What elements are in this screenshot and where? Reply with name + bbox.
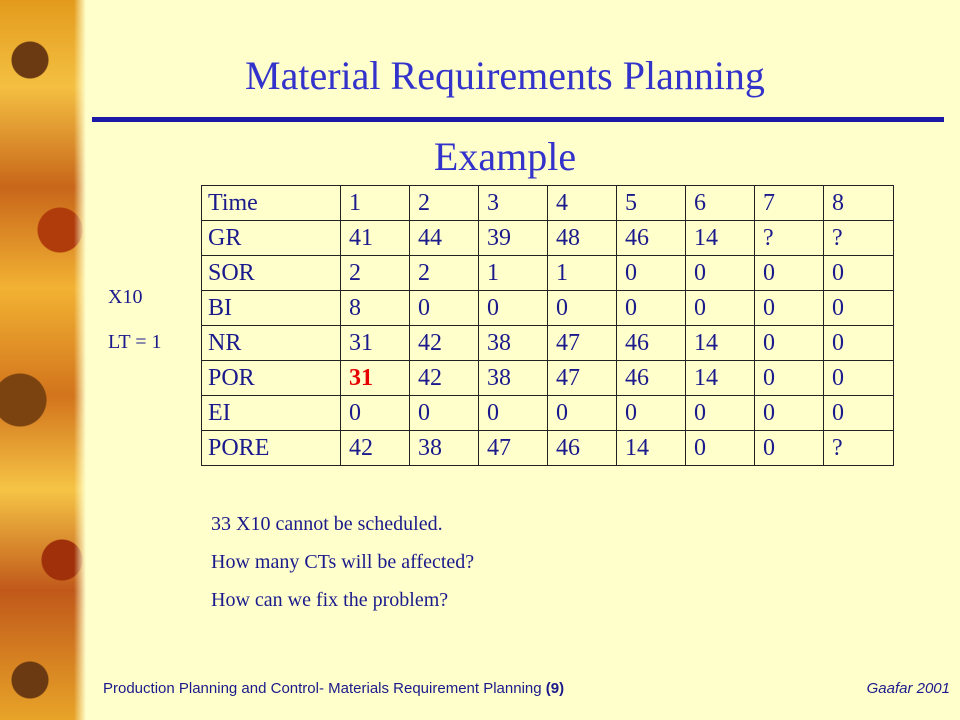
table-cell: 38 xyxy=(479,361,548,396)
table-cell: 41 xyxy=(341,221,410,256)
table-cell: 14 xyxy=(686,326,755,361)
table-cell: 42 xyxy=(410,326,479,361)
table-cell: 47 xyxy=(548,361,617,396)
table-cell: 0 xyxy=(617,291,686,326)
table-cell: 0 xyxy=(755,256,824,291)
footer-caption xyxy=(103,680,564,697)
table-cell: 0 xyxy=(548,291,617,326)
footer-separator: - xyxy=(318,680,324,697)
table-cell: 46 xyxy=(617,326,686,361)
table-cell: 0 xyxy=(617,396,686,431)
table-cell: 2 xyxy=(410,186,479,221)
note-line: How can we fix the problem? xyxy=(211,589,449,611)
table-row xyxy=(202,221,894,256)
table-cell: 14 xyxy=(686,361,755,396)
table-cell: 38 xyxy=(410,431,479,466)
highlighted-cell: 31 xyxy=(341,361,410,396)
mrp-table xyxy=(201,185,894,466)
table-cell: 46 xyxy=(617,221,686,256)
note-line: 33 X10 cannot be scheduled. xyxy=(211,513,443,535)
table-cell: 1 xyxy=(341,186,410,221)
table-cell: 42 xyxy=(341,431,410,466)
table-cell: 0 xyxy=(824,291,894,326)
table-cell: 0 xyxy=(410,396,479,431)
table-cell: 3 xyxy=(479,186,548,221)
notes-block xyxy=(211,512,474,626)
table-cell: 6 xyxy=(686,186,755,221)
footer-topic: Materials Requirement Planning xyxy=(323,680,546,697)
table-cell: 0 xyxy=(686,431,755,466)
table-cell: 2 xyxy=(410,256,479,291)
table-cell: 8 xyxy=(824,186,894,221)
slide-title: Material Requirements Planning xyxy=(245,53,765,98)
table-cell: 0 xyxy=(755,361,824,396)
table-cell: 46 xyxy=(617,361,686,396)
page-number: (9) xyxy=(545,680,565,697)
row-label-cell: POR xyxy=(202,361,341,396)
table-cell: 0 xyxy=(824,326,894,361)
table-cell: 46 xyxy=(548,431,617,466)
footer-author: Gaafar 2001 xyxy=(866,680,950,697)
row-label-cell: BI xyxy=(202,291,341,326)
slide-subtitle: Example xyxy=(433,134,577,179)
table-cell: 14 xyxy=(686,221,755,256)
table-cell: 0 xyxy=(617,256,686,291)
table-cell: 2 xyxy=(341,256,410,291)
table-cell: 1 xyxy=(479,256,548,291)
table-cell: 47 xyxy=(479,431,548,466)
table-row xyxy=(202,431,894,466)
table-cell: 0 xyxy=(824,256,894,291)
row-label-cell: PORE xyxy=(202,431,341,466)
table-cell: 8 xyxy=(341,291,410,326)
table-cell: 0 xyxy=(755,396,824,431)
table-cell: 0 xyxy=(824,396,894,431)
decorative-gear-strip xyxy=(0,0,86,720)
row-label-cell: EI xyxy=(202,396,341,431)
title-divider xyxy=(92,117,944,122)
table-cell: 38 xyxy=(479,326,548,361)
table-cell: 39 xyxy=(479,221,548,256)
table-cell: 0 xyxy=(686,291,755,326)
row-label-cell: Time xyxy=(202,186,341,221)
table-cell: 0 xyxy=(686,256,755,291)
row-label-cell: GR xyxy=(202,221,341,256)
table-cell: 0 xyxy=(755,326,824,361)
item-code-label: X10 xyxy=(108,286,143,308)
table-cell: ? xyxy=(755,221,824,256)
mrp-table-body xyxy=(202,186,894,466)
table-cell: 0 xyxy=(755,431,824,466)
table-cell: 44 xyxy=(410,221,479,256)
row-label-cell: SOR xyxy=(202,256,341,291)
table-cell: 42 xyxy=(410,361,479,396)
table-cell: 31 xyxy=(341,326,410,361)
table-cell: 0 xyxy=(548,396,617,431)
table-row xyxy=(202,396,894,431)
row-label-cell: NR xyxy=(202,326,341,361)
footer-course: Production Planning and Control xyxy=(103,680,319,697)
table-cell: ? xyxy=(824,431,894,466)
table-cell: 0 xyxy=(479,396,548,431)
table-cell: 5 xyxy=(617,186,686,221)
table-row xyxy=(202,256,894,291)
table-cell: 48 xyxy=(548,221,617,256)
table-cell: 7 xyxy=(755,186,824,221)
table-cell: 0 xyxy=(410,291,479,326)
table-cell: 0 xyxy=(686,396,755,431)
table-cell: 0 xyxy=(479,291,548,326)
table-cell: 14 xyxy=(617,431,686,466)
table-cell: 0 xyxy=(755,291,824,326)
table-cell: 4 xyxy=(548,186,617,221)
lead-time-label: LT = 1 xyxy=(108,331,162,353)
table-header-row xyxy=(202,186,894,221)
table-cell: 47 xyxy=(548,326,617,361)
note-line: How many CTs will be affected? xyxy=(211,551,475,573)
table-row xyxy=(202,291,894,326)
table-cell: 1 xyxy=(548,256,617,291)
table-cell: ? xyxy=(824,221,894,256)
table-row xyxy=(202,361,894,396)
table-cell: 0 xyxy=(341,396,410,431)
table-cell: 0 xyxy=(824,361,894,396)
table-row xyxy=(202,326,894,361)
